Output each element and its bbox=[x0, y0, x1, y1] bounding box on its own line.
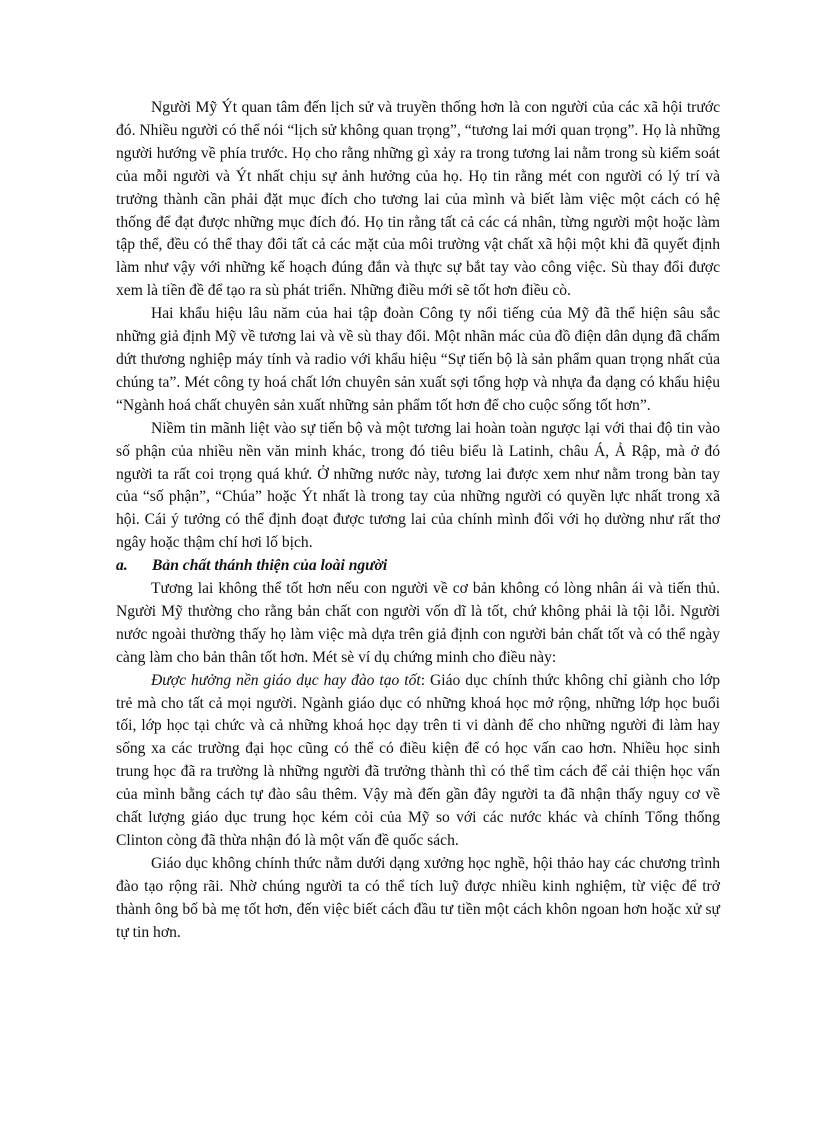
education-lead: Được hưởng nền giáo dục hay đào tạo tốt bbox=[151, 671, 421, 689]
paragraph-3: Niềm tin mãnh liệt vào sự tiến bộ và một tương lai hoàn toàn ngược lại với thai độ tin vào số phận của nhiều nền văn minh khác, trong đó tiêu biểu là Latinh, châu Á, Ả Rập, mà ở đó người ta rất coi trọng quá khứ. Ở những nước này, tương lai được xem như nằm trong bàn tay của “số phận”, “Chúa” hoặc Ýt nhất là trong tay của những người có quyền lực nhất trong xã hội. Cái ý tưởng có thể định đoạt được tương lai của chính mình đối với họ dường như rất thơ ngây hoặc thậm chí hơi lố bịch. bbox=[116, 419, 720, 552]
paragraph-1: Người Mỹ Ýt quan tâm đến lịch sử và truyền thống hơn là con người của các xã hội trước đó. Nhiều người có thể nói “lịch sử không quan trọng”, “tương lai mới quan trọng”. Họ là những người hướng về phía trước. Họ cho rằng những gì xảy ra trong tương lai nằm trong sù kiểm soát của mỗi người và Ýt nhất chịu sự ảnh hưởng của họ. Họ tin rằng mét con người có lý trí và trưởng thành cần phải đặt mục đích cho tương lai của mình và biết làm việc một cách có hệ thống để đạt được những mục đích đó. Họ tin rằng tất cả các cá nhân, từng người một hoặc làm tập thể, đều có thể thay đổi tất cả các mặt của môi trường vật chất xã hội một khi đã quyết định làm như vậy với những kế hoạch đúng đắn và thực sự bắt tay vào công việc. Sù thay đổi được xem là tiền đề để tạo ra sù phát triển. Những điều mới sẽ tốt hơn điều cò. bbox=[116, 99, 720, 300]
paragraph-6: Giáo dục không chính thức nằm dưới dạng xưởng học nghề, hội thảo hay các chương trình đào tạo rộng rãi. Nhờ chúng người ta có thể tích luỹ được nhiều kinh nghiệm, từ việc để trở thành ông bố bà mẹ tốt hơn, đến việc biết cách đầu tư tiền một cách khôn ngoan hơn hoặc xử sự tự tin hơn. bbox=[116, 854, 720, 941]
paragraph-2: Hai khẩu hiệu lâu năm của hai tập đoàn Công ty nổi tiếng của Mỹ đã thể hiện sâu sắc những giả định Mỹ về tương lai và về sù thay đổi. Một nhãn mác của đồ điện dân dụng đã chấm dứt thương nghiệp máy tính và radio với khẩu hiệu “Sự tiến bộ là sản phẩm quan trọng nhất của chúng ta”. Mét công ty hoá chất lớn chuyên sản xuất sợi tổng hợp và nhựa đa dạng có khẩu hiệu “Ngành hoá chất chuyên sản xuất những sản phẩm tốt hơn để cho cuộc sống tốt hơn”. bbox=[116, 305, 720, 414]
document-page bbox=[116, 97, 720, 945]
section-marker: a. bbox=[116, 557, 128, 575]
section-heading bbox=[116, 555, 720, 578]
paragraph-education bbox=[116, 670, 720, 853]
education-body: : Giáo dục chính thức không chỉ giành cho lớp trẻ mà cho tất cả mọi người. Ngành giáo dục có những khoá học mở rộng, những lớp học buổi tối, lớp học tại chức và cả những khoá học dạy trên ti vi dành để cho những người đi làm hay sống xa các trường đại học cũng có thể có điều kiện để có học vấn cao hơn. Nhiều học sinh trung học đã ra trường là những người đã trưởng thành thì có thể tìm cách để cải thiện học vấn của mình bằng cách tự đào sâu thêm. Vậy mà đến gần đây người ta đã nhận thấy nguy cơ về chất lượng giáo dục trung học kém cỏi của Mỹ so với các nước khác và chính Tổng thống Clinton còng đã thừa nhận đó là một vấn đề quốc sách. bbox=[116, 671, 720, 849]
section-title: Bản chất thánh thiện của loài người bbox=[152, 557, 388, 575]
paragraph-4: Tương lai không thể tốt hơn nếu con người về cơ bản không có lòng nhân ái và tiến thủ. Người Mỹ thường cho rằng bản chất con người vốn dĩ là tốt, chứ không phải là tội lỗi. Người nước ngoài thường thấy họ làm việc mà dựa trên giả định con người bản chất tốt và có thể ngày càng làm cho bản thân tốt hơn. Mét sè ví dụ chứng minh cho điều này: bbox=[116, 580, 720, 666]
